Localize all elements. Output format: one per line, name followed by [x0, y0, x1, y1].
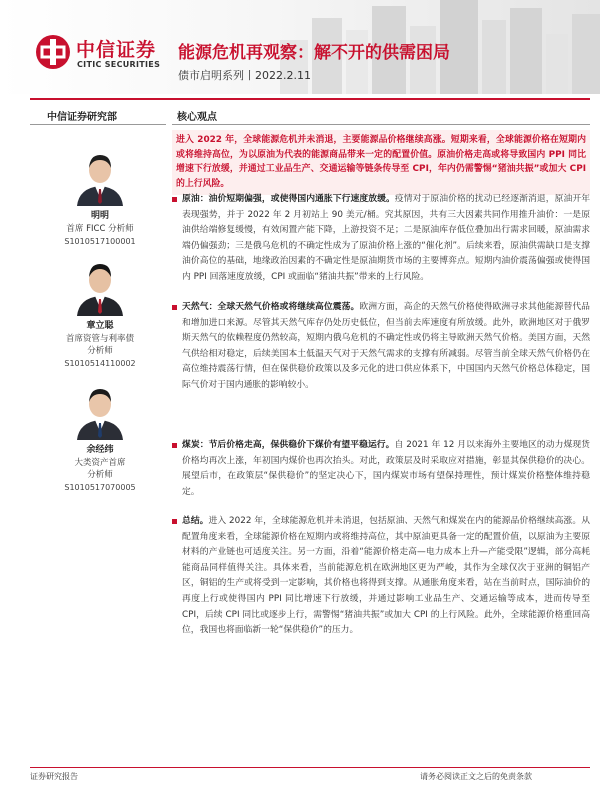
paragraph-lead: 原油：油价短期偏强，或使得国内通胀下行速度放缓。: [182, 194, 395, 204]
analyst-card: [36, 258, 164, 370]
main-heading: 核心观点: [177, 112, 217, 123]
main-rule: [172, 124, 590, 125]
bullet-marker: [172, 519, 177, 524]
citic-logo-mark: [34, 33, 72, 71]
analyst-photo: [73, 382, 127, 440]
bullet-marker: [172, 305, 177, 310]
paragraph-lead: 煤炭：节后价格走高，保供稳价下煤价有望平稳运行。: [182, 440, 395, 450]
analyst-license-id: S1010514110002: [64, 359, 136, 368]
analyst-name: 余经纬: [86, 445, 114, 455]
analyst-photo: [73, 148, 127, 206]
analyst-title: 分析师: [87, 346, 113, 356]
paragraph-lead: 天然气：全球天然气价格或将继续高位震荡。: [182, 302, 360, 312]
paragraph-text: 进入 2022 年，全球能源危机并未消退，包括原油、天然气和煤炭在内的能源品价格继续高涨。从配置角度来看，全球能源价格在短期内或将维持高位，其中原油更具备一定的配置价值，以原油为主要原材料的产业链也可适度关注。另一方面，沿着“能源价格走高—电力成本上升—产能受限”逻辑，部分高耗能商品同样值得关注。具体来看，当前能源危机在欧洲地区更为严峻，其作为全球仅次于亚洲的铜铝产区，铜铝的生产或将受到一定影响，其价格也将得到支撑。从通胀角度来看，站在当前时点，国际油价的再度上行或使得国内 PPI 同比增速下行放缓，并通过影响工业品生产、交通运输等成本，进而传导至 CPI，后续 CPI 同比或逐步上行，需警惕“猪油共振”或加大 CPI 的上行风险。此外，全球能源价格重回高位，我国也将面临新一轮“保供稳价”的压力。: [182, 516, 590, 636]
analyst-card: [36, 382, 164, 494]
report-series-date: 债市启明系列丨2022.2.11: [178, 69, 311, 82]
footer-label: 证券研究报告: [30, 772, 78, 781]
paragraph-natural-gas: [172, 300, 590, 394]
paragraph-coal: [172, 438, 590, 500]
paragraph-text: 自 2021 年 12 月以来海外主要地区的动力煤现货价格均再次上涨，年初国内煤价也再次抬头。对此，政策层及时采取应对措施，彰显其保供稳价的决心。展望后市，在政策层“保供稳价”的坚定决心下，国内煤炭市场有望保持理性，预计煤炭价格整体维持稳定。: [182, 440, 590, 497]
analyst-name: 章立聪: [86, 321, 114, 331]
report-header: [0, 0, 600, 94]
logo-english-name: CITIC SECURITIES: [77, 60, 161, 69]
analyst-title: 首席 FICC 分析师: [66, 224, 134, 234]
paragraph-lead: 总结。: [182, 516, 209, 526]
sidebar-rule: [30, 124, 166, 125]
summary-box: 进入 2022 年，全球能源危机并未消退，主要能源品价格继续高涨。短期来看，全球能源价格在短期内或将维持高位，为以原油为代表的能源商品带来一定的配置价值。原油价格走高或将导致国内 PPI 同比增速下行放缓，并通过工业品生产、交通运输等链条传导至 CPI，年内仍需警惕“猪油共振”或加大 CPI 的上行风险。: [172, 130, 590, 195]
analyst-license-id: S1010517070005: [64, 483, 136, 492]
citic-logo: [34, 33, 164, 73]
analyst-license-id: S1010517100001: [64, 237, 136, 246]
analyst-title: 首席资管与利率债: [65, 334, 134, 344]
logo-chinese-name: 中信证券: [76, 39, 157, 61]
paragraph-oil: [172, 192, 590, 286]
analyst-name: 明明: [90, 211, 109, 221]
analyst-title: 分析师: [87, 470, 113, 480]
header-divider: [30, 98, 590, 100]
bullet-marker: [172, 443, 177, 448]
bullet-marker: [172, 197, 177, 202]
footer-disclaimer: 请务必阅读正文之后的免责条款: [420, 772, 532, 781]
analyst-card: [36, 148, 164, 248]
report-title: 能源危机再观察：解不开的供需困局: [178, 43, 450, 63]
analyst-photo: [73, 258, 127, 316]
paragraph-text: 欧洲方面，高企的天然气价格使得欧洲寻求其他能源替代品和增加进口来源。尽管其天然气库存仍处历史低位，但当前去库速度有所放缓。此外，欧洲地区对于俄罗斯天然气的依赖程度仍然较高，短期内俄乌危机的不确定性或仍将主导欧洲天然气价格。美国方面，天然气供给相对稳定，后续美国本土低温天气对于天然气需求的支撑有所减弱。尽管当前全球天然气价格仍在高位维持震荡行情，但在保供稳价政策以及多元化的进口供应体系下，中国国内天然气价格总体稳定，国际气价对于国内通胀的影响较小。: [182, 302, 590, 390]
analyst-title: 大类资产首席: [74, 458, 126, 468]
paragraph-text: 疫情对于原油价格的扰动已经逐渐消退，原油开年表现强势，并于 2022 年 2 月初站上 90 美元/桶。究其原因，共有三大因素共同作用推升油价：一是原油供给端修复缓慢，有效闲置产能下降，上游投资不足；二是原油库存低位叠加出行需求回暖，原油需求端仍偏强劲；三是俄乌危机的不确定性成为了原油价格上涨的“催化剂”。后续来看，原油供需缺口是支撑油价高位的基础，地缘政治因素的不确定性是原油期货市场的主要博弈点。短期内油价震荡偏强或使得国内 PPI 回落速度放缓，CPI 或面临“猪油共振”带来的上行风险。: [182, 194, 590, 282]
paragraph-summary: [172, 514, 590, 639]
sidebar-heading: 中信证券研究部: [47, 112, 117, 123]
footer-divider: [30, 767, 590, 768]
